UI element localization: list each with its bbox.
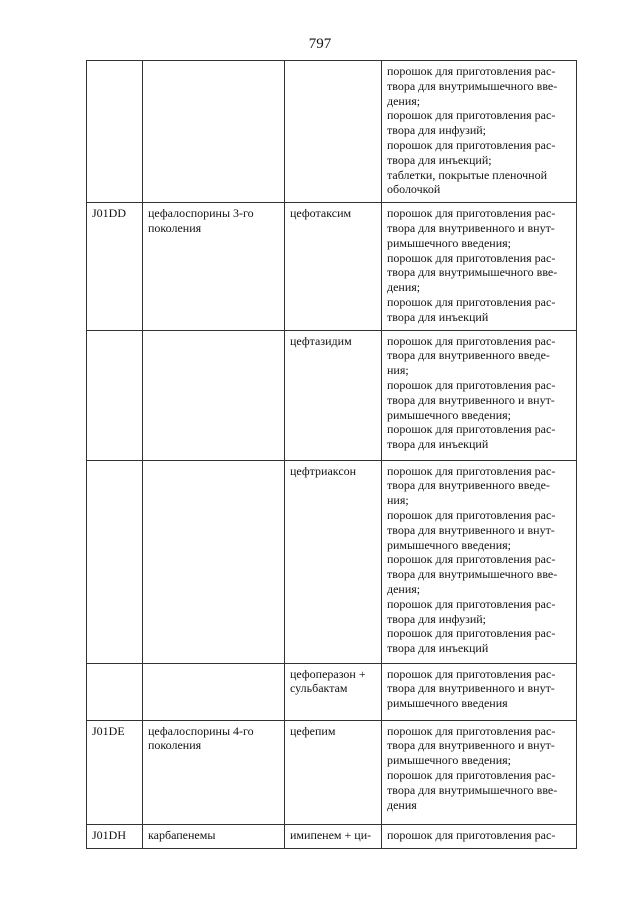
- dosage-form-line: ния;: [387, 363, 409, 378]
- dosage-form-line: твора для внутривенного введе-: [387, 348, 550, 363]
- atc-code-cell: [87, 61, 143, 203]
- forms-cell: [382, 663, 577, 720]
- dosage-form-line: порошок для приготовления рас-: [387, 507, 556, 522]
- dosage-form-line: порошок для приготовления рас-: [387, 108, 556, 123]
- dosage-form-line: дения;: [387, 280, 421, 295]
- table-row: [87, 61, 577, 203]
- page-number: 797: [308, 36, 332, 52]
- dosage-form-line: порошок для приготовления рас-: [387, 666, 556, 681]
- table-row: [87, 663, 577, 720]
- dosage-form-line: дения;: [387, 581, 421, 596]
- dosage-form-line: оболочкой: [387, 182, 441, 197]
- dosage-form-line: твора для внутривенного и внут-: [387, 522, 555, 537]
- drug-table: [86, 60, 577, 849]
- dosage-form-line: твора для внутримышечного вве-: [387, 782, 558, 797]
- table-row: [87, 460, 577, 663]
- drug-cell: [285, 61, 382, 203]
- dosage-form-line: порошок для приготовления рас-: [387, 294, 556, 309]
- forms-cell: [382, 330, 577, 460]
- dosage-form-line: порошок для приготовления рас-: [387, 333, 556, 348]
- dosage-form-line: твора для внутривенного введе-: [387, 478, 550, 493]
- group-cell: [143, 330, 285, 460]
- atc-code-cell: J01DD: [87, 203, 143, 330]
- atc-code-cell: J01DE: [87, 720, 143, 824]
- dosage-form-line: твора для внутривенного и внут-: [387, 220, 555, 235]
- dosage-form-line: порошок для приготовления рас-: [387, 64, 556, 78]
- forms-cell: [382, 203, 577, 330]
- dosage-form-line: твора для инъекций: [387, 641, 489, 656]
- dosage-form-line: порошок для приготовления рас-: [387, 377, 556, 392]
- table-row: [87, 330, 577, 460]
- dosage-form-line: порошок для приготовления рас-: [387, 596, 556, 611]
- dosage-form-line: твора для инъекций: [387, 437, 489, 452]
- dosage-form-line: ния;: [387, 493, 409, 508]
- drug-cell: цефтазидим: [285, 330, 382, 460]
- dosage-form-line: порошок для приготовления рас-: [387, 422, 556, 437]
- drug-cell: имипенем + ци-: [285, 824, 382, 848]
- dosage-form-line: твора для внутримышечного вве-: [387, 78, 558, 93]
- group-cell: [143, 460, 285, 663]
- forms-cell: [382, 61, 577, 203]
- dosage-form-line: твора для внутривенного и внут-: [387, 392, 555, 407]
- group-cell: [143, 61, 285, 203]
- forms-cell: [382, 720, 577, 824]
- group-cell: цефалоспорины 3-го поколения: [143, 203, 285, 330]
- group-cell: цефалоспорины 4-го поколения: [143, 720, 285, 824]
- dosage-form-line: порошок для приготовления рас-: [387, 137, 556, 152]
- dosage-form-line: порошок для приготовления рас-: [387, 767, 556, 782]
- table-row: [87, 720, 577, 824]
- dosage-form-line: твора для инфузий;: [387, 611, 487, 626]
- dosage-form-line: таблетки, покрытые пленочной: [387, 167, 548, 182]
- table-row: [87, 824, 577, 848]
- dosage-form-line: римышечного введения;: [387, 753, 511, 768]
- group-cell: [143, 663, 285, 720]
- drug-cell: цефтриаксон: [285, 460, 382, 663]
- dosage-form-line: твора для инъекций: [387, 309, 489, 324]
- dosage-form-line: порошок для приготовления рас-: [387, 206, 556, 221]
- atc-code-cell: J01DH: [87, 824, 143, 848]
- drug-cell: цефепим: [285, 720, 382, 824]
- atc-code-cell: [87, 330, 143, 460]
- dosage-form-line: порошок для приготовления рас-: [387, 626, 556, 641]
- dosage-form-line: дения;: [387, 93, 421, 108]
- dosage-form-line: римышечного введения;: [387, 537, 511, 552]
- table-row: [87, 203, 577, 330]
- forms-cell: [382, 824, 577, 848]
- dosage-form-line: порошок для приготовления рас-: [387, 250, 556, 265]
- dosage-form-line: римышечного введения;: [387, 407, 511, 422]
- dosage-form-line: твора для внутривенного и внут-: [387, 681, 555, 696]
- dosage-form-line: дения: [387, 797, 417, 812]
- forms-cell: [382, 460, 577, 663]
- dosage-form-line: порошок для приготовления рас-: [387, 552, 556, 567]
- dosage-form-line: твора для внутримышечного вве-: [387, 265, 558, 280]
- dosage-form-line: твора для инфузий;: [387, 123, 487, 138]
- dosage-form-line: римышечного введения: [387, 696, 508, 711]
- atc-code-cell: [87, 663, 143, 720]
- dosage-form-line: римышечного введения;: [387, 235, 511, 250]
- dosage-form-line: порошок для приготовления рас-: [387, 723, 556, 738]
- group-cell: карбапенемы: [143, 824, 285, 848]
- dosage-form-line: твора для внутривенного и внут-: [387, 738, 555, 753]
- dosage-form-line: твора для инъекций;: [387, 152, 492, 167]
- atc-code-cell: [87, 460, 143, 663]
- dosage-form-line: порошок для приготовления рас-: [387, 463, 556, 478]
- drug-cell: цефотаксим: [285, 203, 382, 330]
- dosage-form-line: порошок для приготовления рас-: [387, 827, 556, 842]
- dosage-form-line: твора для внутримышечного вве-: [387, 567, 558, 582]
- drug-cell: цефоперазон + сульбактам: [285, 663, 382, 720]
